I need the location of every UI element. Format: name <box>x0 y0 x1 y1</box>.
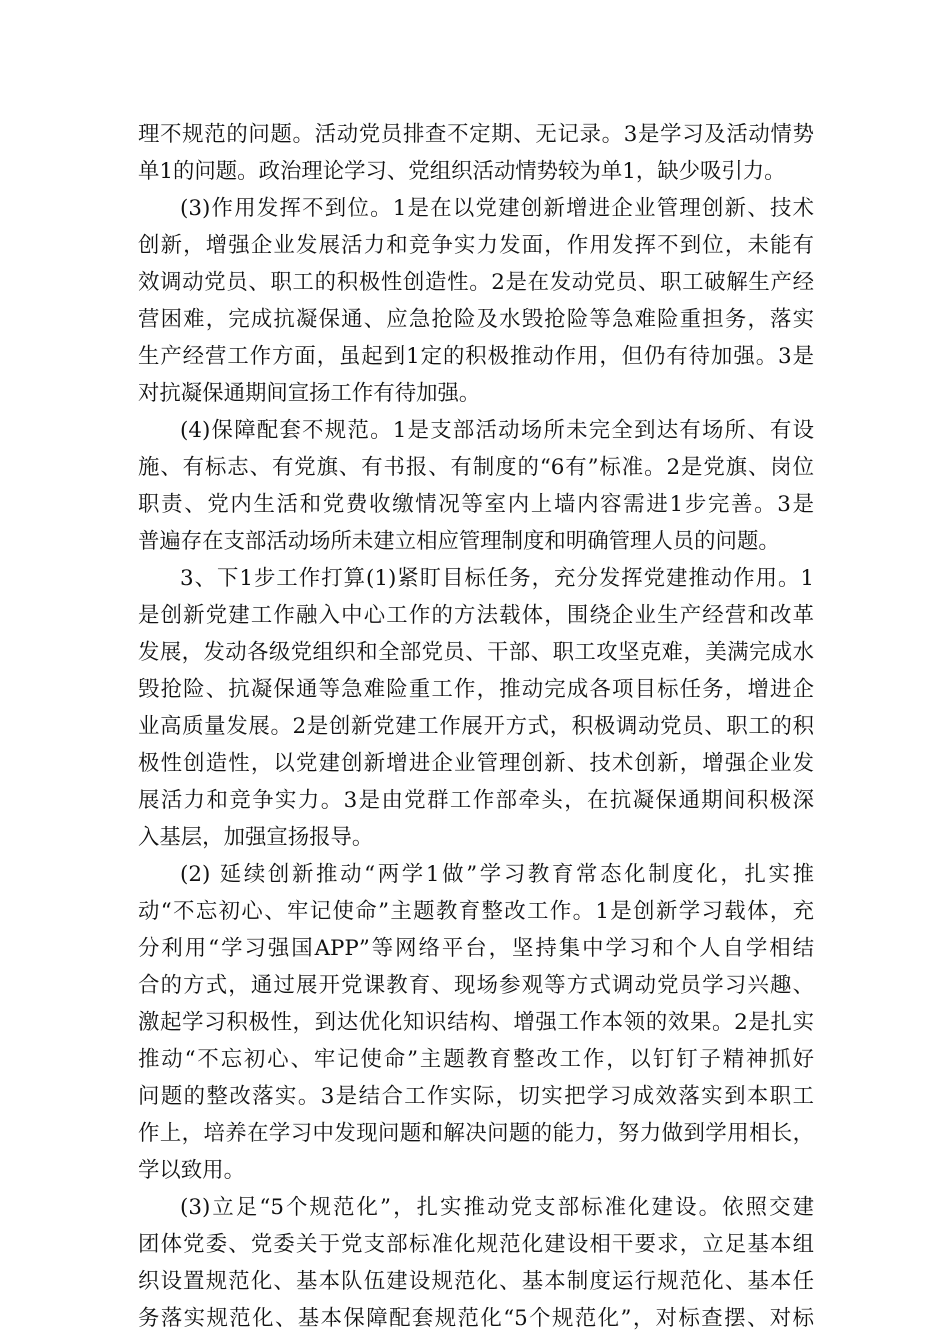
text-line: 发展，发动各级党组织和全部党员、干部、职工攻坚克难，美满完成水 <box>138 640 814 665</box>
text-line: 入基层，加强宣扬报导。 <box>138 825 374 850</box>
text-line: 分利用“学习强国APP”等网络平台，坚持集中学习和个人自学相结 <box>138 936 814 961</box>
text-line: 学以致用。 <box>138 1158 245 1183</box>
text-line: 极性创造性，以党建创新增进企业管理创新、技术创新，增强企业发 <box>138 751 814 776</box>
text-line: 创新，增强企业发展活力和竞争实力发面，作用发挥不到位，未能有 <box>138 233 814 258</box>
text-line: 职责、党内生活和党费收缴情况等室内上墙内容需进1步完善。3是 <box>138 492 814 517</box>
text-line: 织设置规范化、基本队伍建设规范化、基本制度运行规范化、基本任 <box>138 1269 814 1294</box>
text-line: 单1的问题。政治理论学习、党组织活动情势较为单1，缺少吸引力。 <box>138 159 786 184</box>
text-line: 作上，培养在学习中发现问题和解决问题的能力，努力做到学用相长， <box>138 1121 814 1146</box>
text-line: 问题的整改落实。3是结合工作实际，切实把学习成效落实到本职工 <box>138 1084 814 1109</box>
text-line: 对抗凝保通期间宣扬工作有待加强。 <box>138 381 481 406</box>
text-line: 生产经营工作方面，虽起到1定的积极推动作用，但仍有待加强。3是 <box>138 344 814 369</box>
text-line: 营困难，完成抗凝保通、应急抢险及水毁抢险等急难险重担务，落实 <box>138 307 814 332</box>
text-line: 合的方式，通过展开党课教育、现场参观等方式调动党员学习兴趣、 <box>138 973 814 998</box>
paragraph-first-line: (3)作用发挥不到位。1是在以党建创新增进企业管理创新、技术 <box>180 196 814 221</box>
paragraph-first-line: 3、下1步工作打算(1)紧盯目标任务，充分发挥党建推动作用。1 <box>180 566 814 591</box>
text-line: 施、有标志、有党旗、有书报、有制度的“6有”标准。2是党旗、岗位 <box>138 455 814 480</box>
document-body <box>138 116 814 1337</box>
text-line: 激起学习积极性，到达优化知识结构、增强工作本领的效果。2是扎实 <box>138 1010 814 1035</box>
text-line: 理不规范的问题。活动党员排查不定期、无记录。3是学习及活动情势 <box>138 122 814 147</box>
text-line: 效调动党员、职工的积极性创造性。2是在发动党员、职工破解生产经 <box>138 270 814 295</box>
text-line: 展活力和竞争实力。3是由党群工作部牵头，在抗凝保通期间积极深 <box>138 788 814 813</box>
text-line: 业高质量发展。2是创新党建工作展开方式，积极调动党员、职工的积 <box>138 714 814 739</box>
text-line: 务落实规范化、基本保障配套规范化“5个规范化”，对标查摆、对标 <box>138 1306 814 1331</box>
text-line: 普遍存在支部活动场所未建立相应管理制度和明确管理人员的问题。 <box>138 529 780 554</box>
text-line: 是创新党建工作融入中心工作的方法载体，围绕企业生产经营和改革 <box>138 603 814 628</box>
text-line: 动“不忘初心、牢记使命”主题教育整改工作。1是创新学习载体，充 <box>138 899 814 924</box>
paragraph-first-line: (2) 延续创新推动“两学1做”学习教育常态化制度化，扎实推 <box>180 862 814 887</box>
text-line: 团体党委、党委关于党支部标准化规范化建设相干要求，立足基本组 <box>138 1232 814 1257</box>
text-line: 推动“不忘初心、牢记使命”主题教育整改工作，以钉钉子精神抓好 <box>138 1047 814 1072</box>
paragraph-first-line: (3)立足“5个规范化”，扎实推动党支部标准化建设。依照交建 <box>180 1195 814 1220</box>
paragraph-first-line: (4)保障配套不规范。1是支部活动场所未完全到达有场所、有设 <box>180 418 814 443</box>
text-line: 毁抢险、抗凝保通等急难险重工作，推动完成各项目标任务，增进企 <box>138 677 814 702</box>
